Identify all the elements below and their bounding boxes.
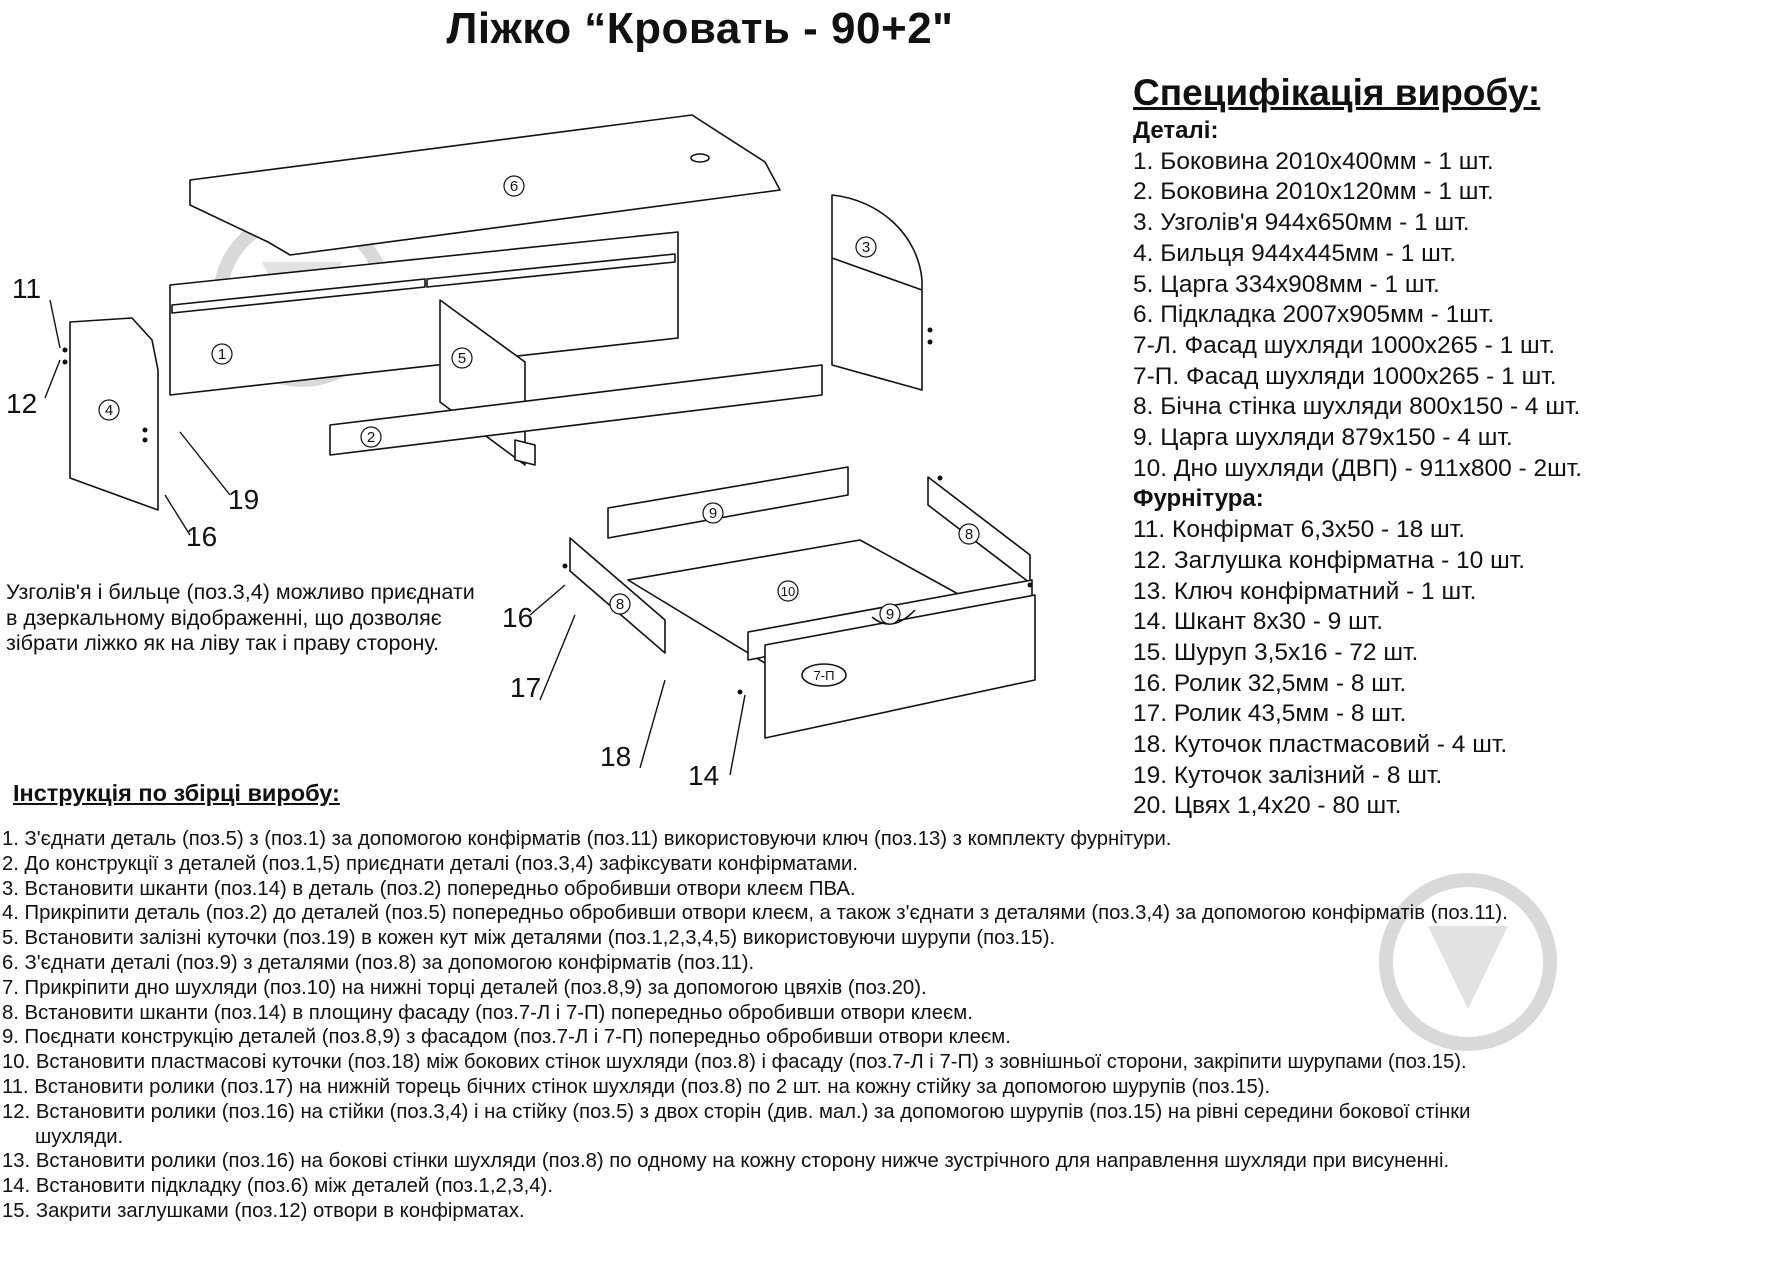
confirmat-hole: [938, 476, 943, 481]
instruction-step: 5. Встановити залізні куточки (поз.19) в кожен кут між деталями (поз.1,2,3,4,5) використовуючи шурупи (поз.15).: [2, 927, 1056, 950]
hardware-item: 20. Цвях 1,4х20 - 80 шт.: [1133, 792, 1402, 820]
hardware-item: 11. Конфірмат 6,3х50 - 18 шт.: [1133, 516, 1466, 544]
hardware-item: 15. Шуруп 3,5х16 - 72 шт.: [1133, 638, 1419, 666]
confirmat-hole: [63, 348, 68, 353]
detail-item: 8. Бічна стінка шухляди 800х150 - 4 шт.: [1133, 393, 1581, 421]
part-number-9-front: 9: [885, 606, 895, 623]
hardware-heading: Фурнітура:: [1133, 485, 1264, 513]
part-number-1: 1: [217, 346, 227, 363]
instruction-step-12: [2, 1100, 1788, 1150]
part-5-foot: [515, 440, 535, 465]
instruction-step-12-line1: 12. Встановити ролики (поз.16) на стійки (поз.3,4) і на стійку (поз.5) з двох сторін (див. мал.) за допомогою шурупів (поз.15) на рівні середини бокової стінки: [2, 1100, 1471, 1123]
part-number-5: 5: [457, 350, 467, 367]
details-heading: Деталі:: [1133, 117, 1219, 144]
callout-19: 19: [228, 484, 260, 515]
confirmat-hole: [143, 438, 148, 443]
leader-12: [45, 360, 60, 398]
page-title: Ліжко “Кровать - 90+2": [446, 4, 954, 53]
instruction-step: 1. З'єднати деталь (поз.5) з (поз.1) за допомогою конфірматів (поз.11) використовуючи ключ (поз.13) з комплекту фурнітури.: [2, 828, 1172, 850]
hardware-item: 18. Куточок пластмасовий - 4 шт.: [1133, 731, 1508, 759]
instruction-step: 6. З'єднати деталі (поз.9) з деталями (поз.8) за допомогою конфірматів (поз.11).: [2, 951, 755, 974]
detail-item: 7-Л. Фасад шухляди 1000х265 - 1 шт.: [1133, 331, 1556, 359]
leader-19: [180, 432, 230, 495]
detail-item: 2. Боковина 2010х120мм - 1 шт.: [1133, 178, 1494, 206]
callout-18: 18: [600, 741, 632, 772]
detail-item: 1. Боковина 2010х400мм - 1 шт.: [1133, 147, 1494, 175]
confirmat-hole: [63, 360, 68, 365]
part-number-8-left: 8: [615, 596, 625, 613]
leader-11: [50, 300, 60, 348]
part-number-6: 6: [509, 178, 519, 195]
leader-16b: [530, 585, 565, 615]
instruction-step: 8. Встановити шканти (поз.14) в площину фасаду (поз.7-Л і 7-П) попередньо обробивши отвори клеєм.: [2, 1001, 973, 1024]
instruction-step: 4. Прикріпити деталь (поз.2) до деталей (поз.5) попередньо обробивши отвори клеєм, а також з'єднати з деталями (поз.3,4) за допомогою конфірматів (поз.11).: [2, 902, 1508, 925]
instruction-step: 14. Встановити підкладку (поз.6) між деталей (поз.1,2,3,4).: [2, 1175, 553, 1198]
detail-item: 4. Бильця 944х445мм - 1 шт.: [1133, 239, 1457, 267]
instructions-list: [2, 827, 1788, 1224]
part-number-8-right: 8: [964, 526, 974, 543]
callout-17: 17: [510, 672, 542, 703]
part-number-3: 3: [861, 239, 871, 256]
instruction-step: 15. Закрити заглушками (поз.12) отвори в конфірматах.: [2, 1199, 525, 1222]
callout-16a: 16: [186, 521, 218, 552]
confirmat-hole: [143, 428, 148, 433]
instruction-step: 3. Встановити шканти (поз.14) в деталь (поз.2) попередньо обробивши отвори клеєм ПВА.: [2, 877, 856, 900]
confirmat-hole: [928, 340, 933, 345]
instruction-step: 7. Прикріпити дно шухляди (поз.10) на нижні торці деталей (поз.8,9) за допомогою цвяхів (поз.20).: [2, 976, 927, 999]
part-number-2: 2: [366, 429, 376, 446]
part-9-rail-back: [608, 467, 848, 538]
part-number-10: 10: [780, 584, 796, 599]
hardware-item: 12. Заглушка конфірматна - 10 шт.: [1133, 546, 1526, 574]
instructions-heading: Інструкція по збірці виробу:: [13, 780, 340, 806]
detail-item: 6. Підкладка 2007х905мм - 1шт.: [1133, 301, 1495, 329]
leader-18: [640, 680, 665, 768]
confirmat-hole: [738, 690, 743, 695]
hardware-item: 19. Куточок залізний - 8 шт.: [1133, 761, 1443, 789]
part-3-headboard: [832, 195, 922, 390]
instruction-step: 9. Поєднати конструкцію деталей (поз.8,9) з фасадом (поз.7-Л і 7-П) попередньо обробивши отвори клеєм.: [2, 1026, 1011, 1049]
detail-item: 5. Царга 334х908мм - 1 шт.: [1133, 270, 1440, 298]
confirmat-hole: [563, 564, 568, 569]
confirmat-hole: [1028, 583, 1033, 588]
detail-item: 7-П. Фасад шухляди 1000х265 - 1 шт.: [1133, 362, 1557, 390]
leader-14: [730, 695, 745, 775]
part-1-panel: [170, 232, 678, 395]
hardware-item: 14. Шкант 8х30 - 9 шт.: [1133, 608, 1384, 636]
detail-item: 9. Царга шухляди 879х150 - 4 шт.: [1133, 424, 1513, 452]
hardware-item: 17. Ролик 43,5мм - 8 шт.: [1133, 700, 1407, 728]
hardware-item: 13. Ключ конфірматний - 1 шт.: [1133, 577, 1477, 605]
part-number-9-back: 9: [708, 505, 718, 522]
part-2-rail: [330, 365, 822, 455]
specification: [1133, 72, 1783, 822]
callout-14: 14: [688, 760, 720, 791]
hardware-item: 16. Ролик 32,5мм - 8 шт.: [1133, 669, 1407, 697]
confirmat-hole: [928, 328, 933, 333]
instruction-step-12-line2: шухляди.: [35, 1125, 124, 1148]
instruction-step: 10. Встановити пластмасові куточки (поз.18) між бокових стінок шухляди (поз.8) і фасаду (поз.7-Л і 7-П) з зовнішньої сторони, закріпити шурупами (поз.15).: [2, 1051, 1467, 1074]
part-6-board: [190, 115, 780, 255]
spec-heading: Специфікація виробу:: [1133, 72, 1541, 113]
part-8-side-right: [928, 477, 1030, 583]
callout-16b: 16: [502, 602, 534, 633]
instruction-step: 11. Встановити ролики (поз.17) на нижній торець бічних стінок шухляди (поз.8) по 2 шт. на кожну стійку за допомогою шурупів (поз.15).: [2, 1075, 1271, 1098]
callout-11: 11: [12, 273, 42, 304]
part-number-4: 4: [104, 402, 114, 419]
part-number-7: 7-П: [813, 668, 835, 683]
board-hole: [691, 154, 709, 162]
instruction-step: 13. Встановити ролики (поз.16) на бокові стінки шухляди (поз.8) по одному на кожну сторону нижче зустрічного для направлення шухляди при висуненні.: [2, 1150, 1450, 1173]
detail-item: 3. Узголів'я 944х650мм - 1 шт.: [1133, 209, 1470, 237]
instruction-step: 2. До конструкції з деталей (поз.1,5) приєднати деталі (поз.3,4) зафіксувати конфірматами.: [2, 852, 858, 875]
leader-17: [540, 615, 575, 700]
mirror-assembly-note: Узголів'я і бильце (поз.3,4) можливо приєднати в дзеркальному відображенні, що дозволяє зібрати ліжко як на ліву так і праву сторону.: [6, 580, 475, 656]
detail-item: 10. Дно шухляди (ДВП) - 911х800 - 2шт.: [1133, 454, 1583, 482]
callout-12: 12: [6, 388, 38, 419]
